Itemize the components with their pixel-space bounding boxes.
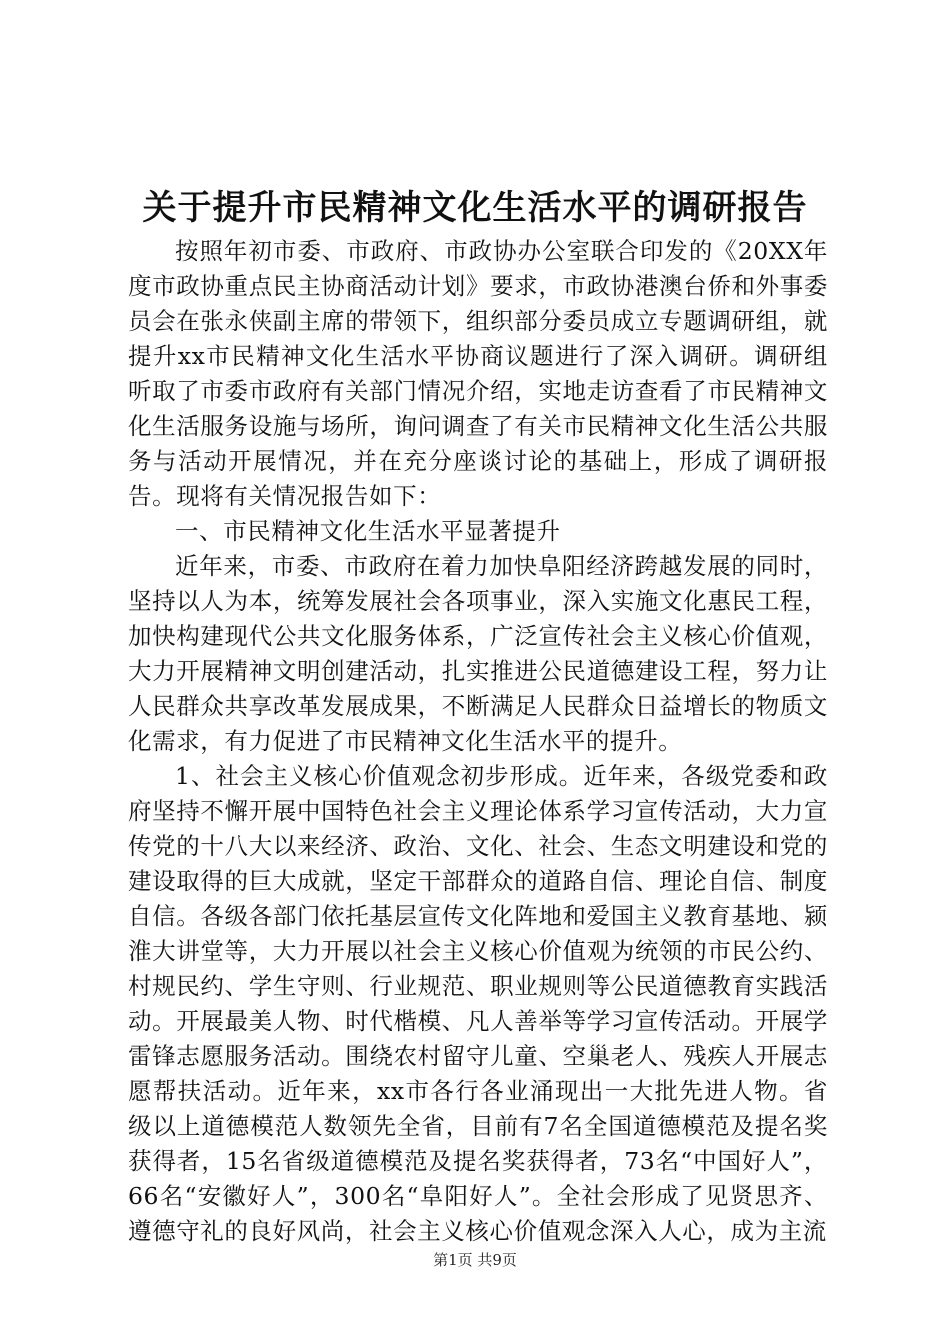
document-body [128,234,828,1249]
document-title: 关于提升市民精神文化生活水平的调研报告 [142,188,808,228]
paragraph-point-1: 1、社会主义核心价值观念初步形成。近年来，各级党委和政府坚持不懈开展中国特色社会主义理论体系学习宣传活动，大力宣传党的十八大以来经济、政治、文化、社会、生态文明建设和党的建设取得的巨大成就，坚定干部群众的道路自信、理论自信、制度自信。各级各部门依托基层宣传文化阵地和爱国主义教育基地、颍淮大讲堂等，大力开展以社会主义核心价值观为统领的市民公约、村规民约、学生守则、行业规范、职业规则等公民道德教育实践活动。开展最美人物、时代楷模、凡人善举等学习宣传活动。开展学雷锋志愿服务活动。围绕农村留守儿童、空巢老人、残疾人开展志愿帮扶活动。近年来，xx市各行各业涌现出一大批先进人物。省级以上道德模范人数领先全省，目前有7名全国道德模范及提名奖获得者，15名省级道德模范及提名奖获得者，73名“中国好人”，66名“安徽好人”，300名“阜阳好人”。全社会形成了见贤思齐、遵德守礼的良好风尚，社会主义核心价值观念深入人心，成为主流 [128,762,828,1245]
paragraph-overview: 近年来，市委、市政府在着力加快阜阳经济跨越发展的同时，坚持以人为本，统筹发展社会各项事业，深入实施文化惠民工程，加快构建现代公共文化服务体系，广泛宣传社会主义核心价值观，大力开展精神文明创建活动，扎实推进公民道德建设工程，努力让人民群众共享改革发展成果，不断满足人民群众日益增长的物质文化需求，有力促进了市民精神文化生活水平的提升。 [128,552,828,755]
section-heading-1: 一、市民精神文化生活水平显著提升 [175,517,561,545]
page-number-footer: 第1页 共9页 [433,1251,517,1269]
paragraph-intro: 按照年初市委、市政府、市政协办公室联合印发的《20XX年度市政协重点民主协商活动计划》要求，市政协港澳台侨和外事委员会在张永侠副主席的带领下，组织部分委员成立专题调研组，就提升xx市民精神文化生活水平协商议题进行了深入调研。调研组听取了市委市政府有关部门情况介绍，实地走访查看了市民精神文化生活服务设施与场所，询问调查了有关市民精神文化生活公共服务与活动开展情况，并在充分座谈讨论的基础上，形成了调研报告。现将有关情况报告如下： [128,237,828,510]
